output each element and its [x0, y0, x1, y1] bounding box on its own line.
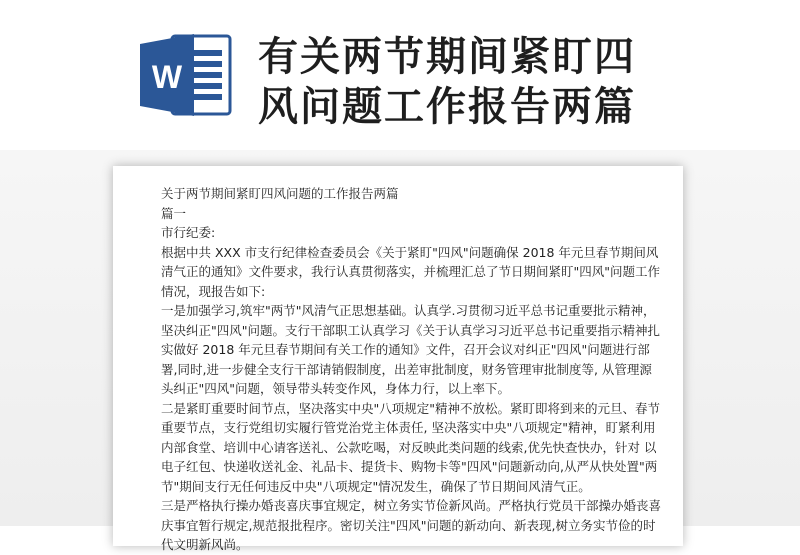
word-icon-letter: W: [151, 59, 183, 95]
word-document-icon: [138, 30, 234, 120]
doc-paragraph: 三是严格执行操办婚丧喜庆事宜规定，树立务实节俭新风尚。严格执行党员干部操办婚丧喜庆事宜暂行规定,规范报批程序。密切关注"四风"问题的新动向、新表现,树立务实节俭的时代文明新风尚。: [161, 498, 662, 552]
title-line-2: 风问题工作报告两篇: [258, 84, 636, 130]
document-page: [113, 166, 683, 552]
doc-paragraph: 一是加强学习,筑牢"两节"风清气正思想基础。认真学.习贯彻习近平总书记重要批示精神，坚决纠正"四风"问题。支行干部职工认真学习《关于认真学习习近平总书记重要指示精神扎实做好 2018 年元旦春节期间有关工作的通知》文件，召开会议对纠正"四风"问题进行部署,同时,进一步健全支行干部请销假制度，出差审批制度，财务管理审批制度等, 从管理源头纠正"四风"问题，领导带头转变作风，身体力行，以上率下。: [161, 303, 661, 396]
doc-heading: 关于两节期间紧盯四风问题的工作报告两篇: [161, 186, 399, 201]
title-line-1: 有关两节期间紧盯四: [258, 34, 636, 80]
header-banner: [0, 0, 800, 150]
doc-section-label: 篇一: [161, 205, 187, 221]
doc-salutation: 市行纪委:: [161, 225, 216, 240]
doc-paragraph: 二是紧盯重要时间节点，坚决落实中央"八项规定"精神不放松。紧盯即将到来的元旦、春节重要节点，支行党组切实履行管党治党主体责任, 坚决落实中央"八项规定"精神，盯紧利用内部食堂、培训中心请客送礼、公款吃喝，对反映此类问题的线索,优先快查快办，针对 以电子红包、快递收送礼金、礼品卡、提货卡、购物卡等"四风"问题新动向,从严从快处置"两节"期间支行无任何违反中央"八项规定"情况发生，确保了节日期间风清气正。: [161, 400, 661, 494]
page-title: [258, 32, 778, 132]
document-body: [161, 184, 661, 555]
doc-paragraph: 根据中共 XXX 市支行纪律检查委员会《关于紧盯"四风"问题确保 2018 年元旦春节期间风清气正的通知》文件要求，我行认真贯彻落实，并梳理汇总了节日期间紧盯"四风"问题工作情况，现报告如下:: [161, 244, 661, 299]
